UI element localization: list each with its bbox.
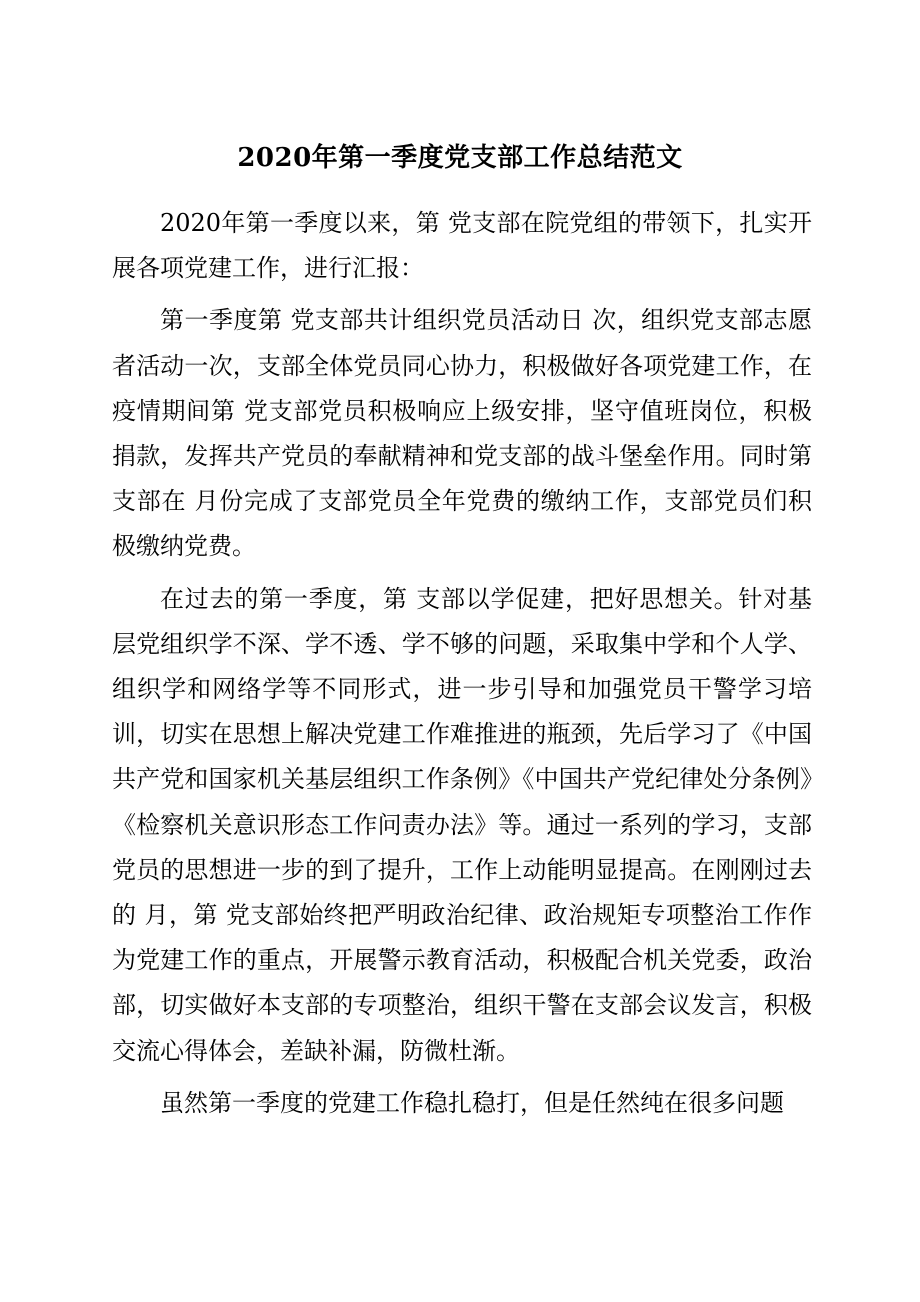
paragraph-problems: 虽然第一季度的党建工作稳扎稳打，但是任然纯在很多问题 [160,1088,784,1117]
paragraph-study: 在过去的第一季度，第 支部以学促建，把好思想关。针对基层党组织学不深、学不透、学不够的问题，采取集中学和个人学、组织学和网络学等不同形式，进一步引导和加强党员干警学习培训，切实在思想上解决党建工作难推进的瓶颈，先后学习了《中国共产党和国家机关基层组织工作条例》《中国共产党纪律处分条例》《检察机关意识形态工作问责办法》等。通过一系列的学习，支部党员的思想进一步的到了提升，工作上动能明显提高。在刚刚过去的 月，第 党支部始终把严明政治纪律、政治规矩专项整治工作作为党建工作的重点，开展警示教育活动，积极配合机关党委，政治部，切实做好本支部的专项整治，组织干警在支部会议发言，积极交流心得体会，差缺补漏，防微杜渐。 [112,584,812,1065]
paragraph-activities: 第一季度第 党支部共计组织党员活动日 次，组织党支部志愿者活动一次，支部全体党员同心协力，积极做好各项党建工作，在疫情期间第 党支部党员积极响应上级安排，坚守值班岗位，积极捐款，发挥共产党员的奉献精神和党支部的战斗堡垒作用。同时第 支部在 月份完成了支部党员全年党费的缴纳工作，支部党员们积极缴纳党费。 [112,306,812,561]
paragraph-intro: 2020年第一季度以来，第 党支部在院党组的带领下，扎实开展各项党建工作，进行汇报： [112,209,812,283]
document-title: 2020年第一季度党支部工作总结范文 [237,143,683,173]
document-body [112,201,812,1126]
